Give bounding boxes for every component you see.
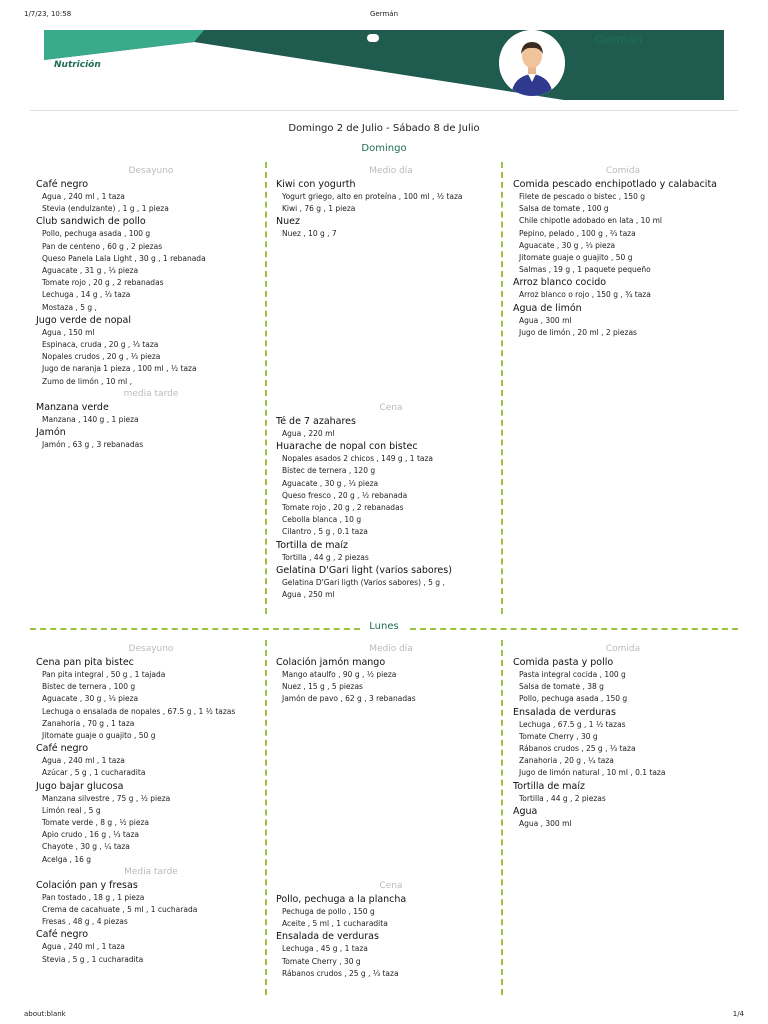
dish-name: Café negro <box>36 929 89 941</box>
ingredient: Pan pita integral , 50 g , 1 tajada <box>42 670 166 679</box>
ingredient: Lechuga , 45 g , 1 taza <box>282 944 368 954</box>
meal-title: media tarde <box>123 388 179 399</box>
dish-name: Café negro <box>36 743 89 755</box>
day-divider-right <box>410 628 738 630</box>
ingredient: Agua , 250 ml <box>282 590 335 600</box>
meal-title: Comida <box>605 644 641 654</box>
meal-column <box>513 164 733 340</box>
dish-name: Gelatina D'Gari light (varios sabores) <box>276 564 452 576</box>
ingredient: Agua , 300 ml <box>519 315 572 325</box>
meal-title: Medio día <box>369 644 413 654</box>
dish-name: Kiwi con yogurth <box>276 179 356 190</box>
dish-name: Agua de limón <box>513 302 582 314</box>
ingredient: Stevia (endulzante) , 1 g , 1 pieza <box>42 204 169 214</box>
ingredient: Chayote , 30 g , ¼ taza <box>42 842 130 852</box>
ingredient: Aceite , 5 ml , 1 cucharadita <box>282 919 388 929</box>
ingredient: Agua , 220 ml <box>282 429 335 438</box>
ingredient: Fresas , 48 g , 4 piezas <box>42 917 128 927</box>
ingredient: Limón real , 5 g <box>42 805 101 815</box>
ingredient: Espinaca, cruda , 20 g , ⅓ taza <box>42 340 159 350</box>
brand-label: Nutrición <box>54 60 101 70</box>
ingredient: Aguacate , 30 g , ⅓ pieza <box>282 478 379 488</box>
dish-name: Arroz blanco cocido <box>513 277 607 289</box>
ingredient: Manzana , 140 g , 1 pieza <box>42 414 139 424</box>
avatar <box>499 30 565 96</box>
person-icon <box>499 30 565 96</box>
ingredient: Tortilla , 44 g , 2 piezas <box>519 793 606 803</box>
ingredient: Pasta integral cocida , 100 g <box>519 670 626 679</box>
ingredient: Tomate verde , 8 g , ½ pieza <box>42 818 149 828</box>
ingredient: Bistec de ternera , 100 g <box>42 682 136 692</box>
ingredient: Pan de centeno , 60 g , 2 piezas <box>42 241 163 251</box>
ingredient: Lechuga , 67.5 g , 1 ½ tazas <box>519 719 626 729</box>
ingredient: Nuez , 10 g , 7 <box>282 229 337 239</box>
dish-name: Té de 7 azahares <box>276 416 356 427</box>
ingredient: Filete de pescado o bistec , 150 g <box>519 192 645 201</box>
dish-name: Manzana verde <box>36 401 109 413</box>
meal-column <box>276 879 506 981</box>
dish-name: Jugo verde de nopal <box>36 314 132 326</box>
ingredient: Mostaza , 5 g , <box>42 302 97 312</box>
dish-name: Jamón <box>36 427 66 439</box>
ingredient: Nopales asados 2 chicos , 149 g , 1 taza <box>282 454 434 464</box>
meal-column <box>36 642 266 967</box>
print-page-number: 1/4 <box>732 1010 744 1018</box>
column-divider <box>501 162 503 614</box>
print-url: about:blank <box>24 1010 66 1018</box>
ingredient: Stevia , 5 g , 1 cucharadita <box>42 954 144 964</box>
ingredient: Agua , 150 ml <box>42 327 95 337</box>
day-title: Lunes <box>369 621 399 632</box>
dish-name: Ensalada de verduras <box>513 706 616 718</box>
ingredient: Agua , 240 ml , 1 taza <box>42 192 125 201</box>
ingredient: Jamón , 63 g , 3 rebanadas <box>42 440 144 450</box>
print-title: Germán <box>369 10 399 18</box>
meal-column <box>276 642 506 707</box>
ingredient: Rábanos crudos , 25 g , ⅓ taza <box>282 968 399 978</box>
ingredient: Aguacate , 31 g , ⅓ pieza <box>42 266 139 276</box>
ingredient: Salsa de tomate , 100 g <box>519 204 609 214</box>
dish-name: Colación jamón mango <box>276 657 386 668</box>
ingredient: Aguacate , 30 g , ⅓ pieza <box>42 694 139 704</box>
ingredient: Zumo de limón , 10 ml , <box>42 376 132 386</box>
meal-column <box>513 642 733 831</box>
ingredient: Lechuga o ensalada de nopales , 67.5 g , 1 ½ tazas <box>42 706 236 716</box>
meal-title: Comida <box>605 166 641 176</box>
ingredient: Chile chipotle adobado en lata , 10 ml <box>519 216 662 226</box>
ingredient: Nuez , 15 g , 5 piezas <box>282 682 363 692</box>
ingredient: Jitomate guaje o guajito , 50 g <box>519 253 633 263</box>
ingredient: Gelatina D'Gari ligth (Varios sabores) , 5 g , <box>282 577 445 587</box>
patient-name: Germán <box>595 32 642 47</box>
ingredient: Apio crudo , 16 g , ⅓ taza <box>42 830 139 840</box>
ingredient: Crema de cacahuate , 5 ml , 1 cucharada <box>42 905 198 915</box>
dish-name: Ensalada de verduras <box>276 931 379 943</box>
ingredient: Acelga , 16 g <box>42 854 92 864</box>
dish-name: Jugo bajar glucosa <box>36 780 124 792</box>
header-banner <box>44 30 724 100</box>
meal-title: Medio día <box>369 166 413 176</box>
ingredient: Agua , 240 ml , 1 taza <box>42 942 125 952</box>
dish-name: Café negro <box>36 179 89 190</box>
ingredient: Queso Panela Lala Light , 30 g , 1 rebanada <box>42 253 206 263</box>
meal-column <box>276 164 506 242</box>
ingredient: Manzana silvestre , 75 g , ½ pieza <box>42 793 171 803</box>
ingredient: Pepino, pelado , 100 g , ⅔ taza <box>519 228 636 238</box>
day-title: Domingo <box>361 143 407 154</box>
ingredient: Jitomate guaje o guajito , 50 g <box>42 731 156 741</box>
print-datetime: 1/7/23, 10:58 <box>24 10 72 18</box>
ingredient: Jugo de limón , 20 ml , 2 piezas <box>519 327 637 337</box>
day-divider-left <box>30 628 360 630</box>
dish-name: Tortilla de maíz <box>513 780 585 792</box>
ingredient: Tomate rojo , 20 g , 2 rebanadas <box>42 278 164 288</box>
ingredient: Agua , 300 ml <box>519 818 572 828</box>
meal-title: Desayuno <box>128 166 174 176</box>
meal-title: Media tarde <box>124 866 178 877</box>
ingredient: Zanahoria , 70 g , 1 taza <box>42 718 135 728</box>
dish-name: Pollo, pechuga a la plancha <box>276 894 407 905</box>
ingredient: Jamón de pavo , 62 g , 3 rebanadas <box>282 694 416 704</box>
ingredient: Cilantro , 5 g , 0.1 taza <box>282 527 368 537</box>
meal-column <box>276 401 506 602</box>
meal-column <box>36 164 266 452</box>
ingredient: Kiwi , 76 g , 1 pieza <box>282 204 356 214</box>
ingredient: Jugo de limón natural , 10 ml , 0.1 taza <box>519 768 666 778</box>
header-divider <box>30 110 738 111</box>
column-divider <box>501 640 503 995</box>
ingredient: Tomate Cherry , 30 g <box>282 956 361 966</box>
ingredient: Pollo, pechuga asada , 150 g <box>519 694 628 704</box>
dish-name: Comida pescado enchipotlado y calabacita <box>513 179 717 190</box>
ingredient: Pechuga de pollo , 150 g <box>282 907 375 916</box>
leaf-logo-icon <box>367 34 379 42</box>
dish-name: Comida pasta y pollo <box>513 657 614 668</box>
ingredient: Tomate Cherry , 30 g <box>519 731 598 741</box>
ingredient: Salsa de tomate , 38 g <box>519 682 604 692</box>
ingredient: Mango ataulfo , 90 g , ½ pieza <box>282 670 397 679</box>
ingredient: Queso fresco , 20 g , ½ rebanada <box>282 490 408 500</box>
ingredient: Arroz blanco o rojo , 150 g , ¾ taza <box>519 290 651 300</box>
ingredient: Tortilla , 44 g , 2 piezas <box>282 552 369 562</box>
ingredient: Pan tostado , 18 g , 1 pieza <box>42 892 145 902</box>
meal-title: Cena <box>379 881 403 891</box>
dish-name: Cena pan pita bistec <box>36 657 134 668</box>
ingredient: Pollo, pechuga asada , 100 g <box>42 229 151 239</box>
meal-title: Desayuno <box>128 644 174 654</box>
dish-name: Club sandwich de pollo <box>36 216 146 228</box>
dish-name: Colación pan y fresas <box>36 879 138 891</box>
column-divider <box>265 162 267 614</box>
dish-name: Agua <box>513 805 538 817</box>
ingredient: Nopales crudos , 20 g , ⅓ pieza <box>42 352 161 362</box>
ingredient: Lechuga , 14 g , ⅓ taza <box>42 290 131 300</box>
date-range: Domingo 2 de Julio - Sábado 8 de Julio <box>288 123 480 134</box>
ingredient: Rábanos crudos , 25 g , ⅓ taza <box>519 744 636 754</box>
ingredient: Yogurt griego, alto en proteína , 100 ml , ½ taza <box>282 192 463 201</box>
ingredient: Jugo de naranja 1 pieza , 100 ml , ½ taza <box>42 364 197 374</box>
ingredient: Salmas , 19 g , 1 paquete pequeño <box>519 265 651 275</box>
ingredient: Agua , 240 ml , 1 taza <box>42 756 125 766</box>
ingredient: Azúcar , 5 g , 1 cucharadita <box>42 768 146 778</box>
ingredient: Zanahoria , 20 g , ¼ taza <box>519 756 614 766</box>
ingredient: Bistec de ternera , 120 g <box>282 466 376 476</box>
column-divider <box>265 640 267 995</box>
dish-name: Tortilla de maíz <box>276 539 348 551</box>
dish-name: Nuez <box>276 216 300 228</box>
ingredient: Tomate rojo , 20 g , 2 rebanadas <box>282 503 404 513</box>
ingredient: Aguacate , 30 g , ⅓ pieza <box>519 240 616 250</box>
meal-title: Cena <box>379 403 403 413</box>
ingredient: Cebolla blanca , 10 g <box>282 515 362 525</box>
dish-name: Huarache de nopal con bistec <box>276 441 418 453</box>
